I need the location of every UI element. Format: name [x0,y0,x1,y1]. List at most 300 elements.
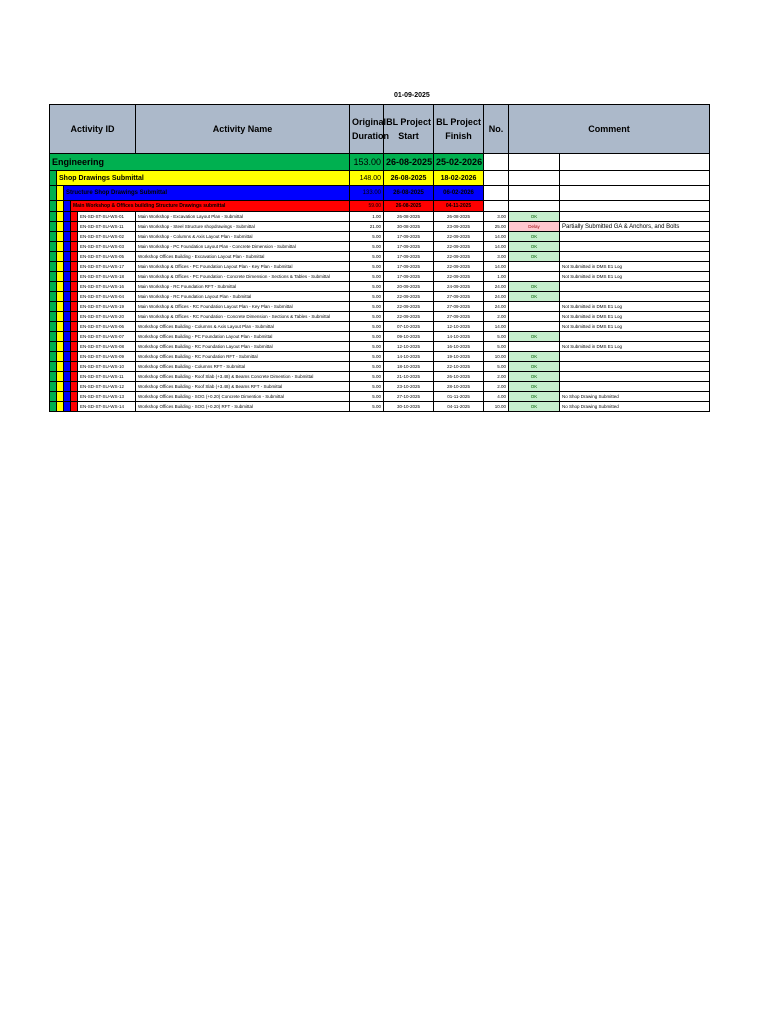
bl-finish: 01-11-2025 [434,392,484,402]
indent-bar [50,302,57,312]
header-comment: Comment [509,105,710,154]
wbs-start: 26-08-2025 [384,201,434,212]
indent-bar [50,382,57,392]
status-badge [509,312,560,322]
comment-cell [560,232,710,242]
original-duration: 5.00 [350,352,384,362]
activity-row[interactable] [50,332,710,342]
wbs-comment [560,154,710,171]
bl-start: 18-10-2025 [384,362,434,372]
indent-bar [57,242,64,252]
status-badge: OK [509,242,560,252]
activity-name: Main Workshop - Steel Structure shopdrawings - Submittal [136,222,350,232]
status-badge [509,302,560,312]
indent-bar [64,392,71,402]
no-value: 3.00 [484,252,509,262]
indent-bar [71,232,78,242]
original-duration: 5.00 [350,402,384,412]
status-badge [509,262,560,272]
indent-bar [50,402,57,412]
indent-bar [50,252,57,262]
comment-cell [560,242,710,252]
original-duration: 5.00 [350,392,384,402]
wbs-finish: 18-02-2026 [434,171,484,186]
bl-finish: 28-10-2025 [434,382,484,392]
indent-bar [57,312,64,322]
bl-finish: 14-10-2025 [434,332,484,342]
status-badge: OK [509,402,560,412]
indent-bar [50,242,57,252]
original-duration: 5.00 [350,302,384,312]
activity-id: EN-SD-ST-SU-WS-04 [78,292,136,302]
status-badge: OK [509,392,560,402]
indent-bar [71,372,78,382]
activity-name: Main Workshop & Offices - RC Foundation - Concrete Dimension - Sections & Tables - Submittal [136,312,350,322]
header-activity-name: Activity Name [136,105,350,154]
bl-finish: 16-10-2025 [434,342,484,352]
indent-bar [50,362,57,372]
indent-bar [64,212,71,222]
indent-bar [64,372,71,382]
indent-bar [50,332,57,342]
activity-name: Main Workshop & Offices - PC Foundation - Concrete Dimension - Sections & Tables - Submittal [136,272,350,282]
activity-row[interactable] [50,392,710,402]
activity-row[interactable] [50,282,710,292]
activity-id: EN-SD-ST-SU-WS-09 [78,352,136,362]
activity-id: EN-SD-ST-SU-WS-16 [78,282,136,292]
original-duration: 5.00 [350,242,384,252]
header-activity-id: Activity ID [50,105,136,154]
header-bl-finish: BL Project Finish [434,105,484,154]
original-duration: 5.00 [350,252,384,262]
activity-name: Main Workshop - PC Foundation Layout Plan - Concrete Dimension - Submittal [136,242,350,252]
indent-bar [57,186,64,201]
activity-name: Main Workshop - Excavation Layout Plan - Submittal [136,212,350,222]
wbs-status [509,201,560,212]
indent-bar [50,171,57,186]
status-badge: OK [509,292,560,302]
bl-finish: 26-10-2025 [434,372,484,382]
bl-finish: 12-10-2025 [434,322,484,332]
no-value: 3.00 [484,212,509,222]
wbs-structure-row[interactable] [50,186,710,201]
comment-cell [560,382,710,392]
original-duration: 5.00 [350,232,384,242]
indent-bar [57,262,64,272]
bl-finish: 24-09-2025 [434,282,484,292]
wbs-name: Shop Drawings Submittal [57,171,350,186]
activity-name: Workshop Offices Building - Excavation Layout Plan - Submittal [136,252,350,262]
indent-bar [71,342,78,352]
wbs-comment [560,201,710,212]
activity-row[interactable] [50,402,710,412]
activity-name: Workshop Offices Building - PC Foundation Layout Plan - Submittal [136,332,350,342]
comment-cell [560,362,710,372]
comment-cell: Not Submitted in DMS E1 Log [560,262,710,272]
indent-bar [71,362,78,372]
indent-bar [50,272,57,282]
indent-bar [57,372,64,382]
indent-bar [71,402,78,412]
indent-bar [57,392,64,402]
activity-row[interactable] [50,352,710,362]
indent-bar [50,342,57,352]
wbs-no [484,201,509,212]
original-duration: 5.00 [350,282,384,292]
bl-start: 17-09-2025 [384,232,434,242]
activity-name: Main Workshop & Offices - PC Foundation Layout Plan - Key Plan - Submittal [136,262,350,272]
bl-start: 17-09-2025 [384,272,434,282]
wbs-status [509,154,560,171]
indent-bar [57,322,64,332]
comment-cell: No Shop Drawing Submitted [560,392,710,402]
activity-id: EN-SD-ST-SU-WS-17 [78,262,136,272]
activity-id: EN-SD-ST-SU-WS-20 [78,312,136,322]
activity-row[interactable] [50,252,710,262]
comment-cell [560,292,710,302]
indent-bar [71,332,78,342]
comment-cell: Not Submitted in DMS E1 Log [560,302,710,312]
activity-id: EN-SD-ST-SU-WS-10 [78,362,136,372]
original-duration: 1.00 [350,212,384,222]
bl-start: 20-09-2025 [384,282,434,292]
no-value: 25.00 [484,222,509,232]
indent-bar [64,292,71,302]
wbs-no [484,186,509,201]
bl-start: 22-09-2025 [384,312,434,322]
original-duration: 21.00 [350,222,384,232]
activity-name: Main Workshop - RC Foundation Layout Plan - Submittal [136,292,350,302]
bl-finish: 26-08-2025 [434,212,484,222]
indent-bar [64,262,71,272]
no-value: 5.00 [484,362,509,372]
indent-bar [57,302,64,312]
indent-bar [57,282,64,292]
bl-start: 21-10-2025 [384,372,434,382]
activity-row[interactable] [50,272,710,282]
activity-row[interactable] [50,222,710,232]
indent-bar [64,362,71,372]
activity-id: EN-SD-ST-SU-WS-12 [78,382,136,392]
comment-cell: No Shop Drawing Submitted [560,402,710,412]
bl-finish: 23-09-2025 [434,222,484,232]
no-value: 10.00 [484,402,509,412]
wbs-shop-drawings-row[interactable] [50,171,710,186]
no-value: 5.00 [484,332,509,342]
bl-finish: 22-09-2025 [434,252,484,262]
indent-bar [64,222,71,232]
indent-bar [50,222,57,232]
no-value: 5.00 [484,342,509,352]
wbs-comment [560,186,710,201]
status-badge: OK [509,382,560,392]
indent-bar [57,222,64,232]
no-value: 14.00 [484,322,509,332]
activity-id: EN-SD-ST-SU-WS-07 [78,332,136,342]
original-duration: 5.00 [350,312,384,322]
indent-bar [57,252,64,262]
indent-bar [64,402,71,412]
no-value: 2.00 [484,312,509,322]
wbs-name: Main Workshop & Offices building Structure Drawings submittal [71,201,350,212]
indent-bar [71,242,78,252]
activity-id: EN-SD-ST-SU-WS-11 [78,372,136,382]
bl-start: 23-10-2025 [384,382,434,392]
indent-bar [57,201,64,212]
indent-bar [50,232,57,242]
activity-id: EN-SD-ST-SU-WS-14 [78,402,136,412]
indent-bar [64,302,71,312]
original-duration: 5.00 [350,372,384,382]
indent-bar [64,252,71,262]
indent-bar [64,201,71,212]
activity-id: EN-SD-ST-SU-WS-11 [78,222,136,232]
comment-cell [560,282,710,292]
wbs-finish: 25-02-2026 [434,154,484,171]
indent-bar [64,342,71,352]
activity-name: Workshop Offices Building - RC Foundation Layout Plan - Submittal [136,342,350,352]
bl-start: 17-09-2025 [384,262,434,272]
wbs-duration: 133.00 [350,186,384,201]
activity-row[interactable] [50,212,710,222]
indent-bar [64,312,71,322]
comment-cell: Not Submitted in DMS E1 Log [560,312,710,322]
activity-name: Workshop Offices Building - Columns RFT - Submittal [136,362,350,372]
indent-bar [57,272,64,282]
no-value: 1.00 [484,272,509,282]
bl-start: 14-10-2025 [384,352,434,362]
indent-bar [50,352,57,362]
no-value: 10.00 [484,352,509,362]
indent-bar [50,186,57,201]
bl-finish: 22-09-2025 [434,242,484,252]
activity-row[interactable] [50,242,710,252]
indent-bar [57,382,64,392]
indent-bar [64,332,71,342]
bl-finish: 19-10-2025 [434,352,484,362]
indent-bar [64,282,71,292]
wbs-status [509,171,560,186]
comment-cell [560,352,710,362]
status-badge [509,322,560,332]
activity-row[interactable] [50,312,710,322]
activity-id: EN-SD-ST-SU-WS-06 [78,322,136,332]
no-value: 14.00 [484,232,509,242]
wbs-start: 26-08-2025 [384,186,434,201]
wbs-duration: 153.00 [350,154,384,171]
comment-cell: Not Submitted in DMS E1 Log [560,272,710,282]
indent-bar [64,242,71,252]
bl-start: 30-08-2025 [384,222,434,232]
indent-bar [57,342,64,352]
original-duration: 5.00 [350,322,384,332]
status-badge: OK [509,332,560,342]
wbs-no [484,171,509,186]
comment-cell [560,252,710,262]
indent-bar [50,282,57,292]
activity-row[interactable] [50,342,710,352]
bl-start: 17-09-2025 [384,252,434,262]
comment-cell: Partially Submitted GA & Anchors, and Bolts [560,222,710,232]
status-badge [509,272,560,282]
no-value: 2.00 [484,382,509,392]
bl-finish: 22-09-2025 [434,272,484,282]
status-badge [509,342,560,352]
original-duration: 5.00 [350,382,384,392]
status-badge: OK [509,362,560,372]
indent-bar [64,232,71,242]
activity-id: EN-SD-ST-SU-WS-02 [78,232,136,242]
wbs-start: 26-08-2025 [384,154,434,171]
indent-bar [71,282,78,292]
activity-id: EN-SD-ST-SU-WS-03 [78,242,136,252]
wbs-finish: 04-11-2025 [434,201,484,212]
indent-bar [50,392,57,402]
indent-bar [57,332,64,342]
original-duration: 5.00 [350,342,384,352]
bl-finish: 27-09-2025 [434,292,484,302]
bl-finish: 27-09-2025 [434,312,484,322]
indent-bar [64,272,71,282]
header-original-duration: Original Duration [350,105,384,154]
indent-bar [71,382,78,392]
comment-cell: Not Submitted in DMS E1 Log [560,342,710,352]
indent-bar [57,232,64,242]
activity-name: Workshop Offices Building - Columns & Axis Layout Plan - Submittal [136,322,350,332]
status-badge: OK [509,352,560,362]
bl-finish: 27-09-2025 [434,302,484,312]
wbs-engineering-row[interactable] [50,154,710,171]
wbs-duration: 59.00 [350,201,384,212]
header-no: No. [484,105,509,154]
indent-bar [50,212,57,222]
activity-row[interactable] [50,302,710,312]
indent-bar [71,352,78,362]
original-duration: 5.00 [350,332,384,342]
activity-name: Main Workshop & Offices - RC Foundation Layout Plan - Key Plan - Submittal [136,302,350,312]
no-value: 24.00 [484,292,509,302]
indent-bar [50,262,57,272]
activity-row[interactable] [50,372,710,382]
indent-bar [64,322,71,332]
activity-id: EN-SD-ST-SU-WS-18 [78,272,136,282]
indent-bar [64,382,71,392]
bl-finish: 04-11-2025 [434,402,484,412]
status-badge: OK [509,252,560,262]
indent-bar [57,292,64,302]
indent-bar [50,312,57,322]
original-duration: 5.00 [350,272,384,282]
bl-start: 17-09-2025 [384,242,434,252]
wbs-status [509,186,560,201]
activity-row[interactable] [50,262,710,272]
no-value: 14.00 [484,242,509,252]
original-duration: 5.00 [350,262,384,272]
activity-row[interactable] [50,322,710,332]
indent-bar [50,322,57,332]
indent-bar [71,212,78,222]
bl-start: 09-10-2025 [384,332,434,342]
activity-row[interactable] [50,232,710,242]
wbs-start: 26-08-2025 [384,171,434,186]
activity-row[interactable] [50,292,710,302]
no-value: 2.00 [484,372,509,382]
original-duration: 5.00 [350,292,384,302]
bl-start: 22-09-2025 [384,302,434,312]
indent-bar [71,322,78,332]
comment-cell [560,332,710,342]
indent-bar [57,402,64,412]
status-badge: OK [509,212,560,222]
wbs-name: Structure Shop Drawings Submittal [64,186,350,201]
activity-id: EN-SD-ST-SU-WS-01 [78,212,136,222]
indent-bar [50,372,57,382]
indent-bar [71,392,78,402]
comment-cell: Not Submitted in DMS E1 Log [560,322,710,332]
wbs-finish: 06-02-2026 [434,186,484,201]
header-row [50,105,710,154]
indent-bar [71,302,78,312]
bl-start: 12-10-2025 [384,342,434,352]
bl-start: 07-10-2025 [384,322,434,332]
indent-bar [50,201,57,212]
indent-bar [57,352,64,362]
bl-finish: 22-09-2025 [434,262,484,272]
activity-name: Workshop Offices Building - SOG (+0.20) Concrete Dimention - Submittal [136,392,350,402]
no-value: 14.00 [484,262,509,272]
bl-start: 26-08-2025 [384,212,434,222]
no-value: 24.00 [484,302,509,312]
indent-bar [71,252,78,262]
status-badge: OK [509,372,560,382]
status-badge: OK [509,232,560,242]
activity-id: EN-SD-ST-SU-WS-05 [78,252,136,262]
activity-name: Workshop Offices Building - Roof Slab (+3.48) & Beams Concrete Dimention - Submittal [136,372,350,382]
bl-start: 30-10-2025 [384,402,434,412]
activity-id: EN-SD-ST-SU-WS-19 [78,302,136,312]
bl-start: 27-10-2025 [384,392,434,402]
comment-cell [560,372,710,382]
report-date: 01-09-2025 [394,92,430,99]
wbs-main-workshop-row[interactable] [50,201,710,212]
activity-name: Main Workshop - Columns & Axis Layout Plan - Submittal [136,232,350,242]
activity-row[interactable] [50,382,710,392]
activity-name: Workshop Offices Building - SOG (+0.20) RFT - Submittal [136,402,350,412]
indent-bar [57,212,64,222]
activity-id: EN-SD-ST-SU-WS-08 [78,342,136,352]
status-badge: OK [509,282,560,292]
indent-bar [64,352,71,362]
wbs-name: Engineering [50,154,350,171]
indent-bar [71,222,78,232]
indent-bar [71,312,78,322]
no-value: 24.00 [484,282,509,292]
indent-bar [71,272,78,282]
indent-bar [50,292,57,302]
wbs-no [484,154,509,171]
activity-name: Main Workshop - RC Foundation RFT - Submittal [136,282,350,292]
status-badge: Delay [509,222,560,232]
bl-finish: 22-10-2025 [434,362,484,372]
activity-name: Workshop Offices Building - RC Foundation RFT - Submittal [136,352,350,362]
activity-row[interactable] [50,362,710,372]
indent-bar [57,362,64,372]
activity-name: Workshop Offices Building - Roof Slab (+3.48) & Beams RFT - Submittal [136,382,350,392]
comment-cell [560,212,710,222]
wbs-comment [560,171,710,186]
header-bl-start: BL Project Start [384,105,434,154]
original-duration: 5.00 [350,362,384,372]
